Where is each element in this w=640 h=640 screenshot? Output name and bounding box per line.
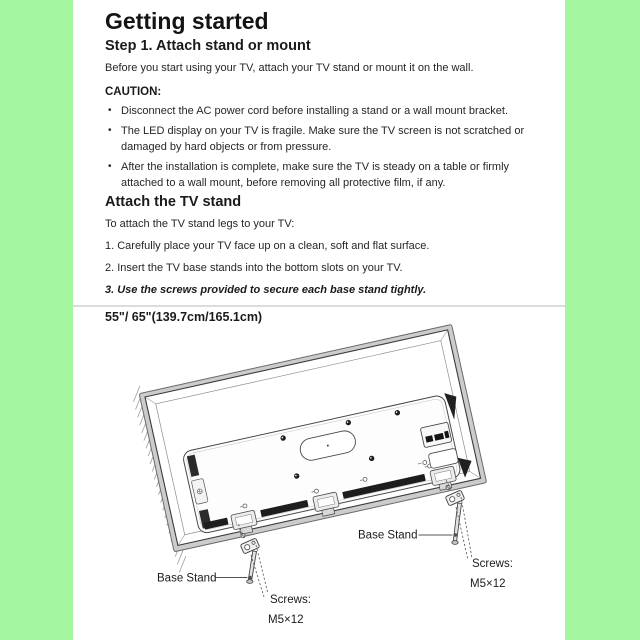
caution-item-text: The LED display on your TV is fragile. Make sure the TV screen is not scratched or damaged by hard objects or from pressure. — [121, 125, 525, 153]
section-intro: Before you start using your TV, attach your TV stand or mount it on the wall. — [105, 62, 474, 74]
screws-label-right-line2: M5×12 — [470, 578, 506, 590]
manual-page — [73, 0, 565, 640]
tv-back-view — [139, 324, 486, 551]
caution-item-text: After the installation is complete, make sure the TV is steady on a table or firmly attached to a wall mount, before removing all protective film, if any. — [121, 161, 510, 189]
screws-label-left-line1: Screws: — [270, 594, 311, 606]
section-heading-step1: Step 1. Attach stand or mount — [105, 38, 311, 54]
subsection-intro: To attach the TV stand legs to your TV: — [105, 218, 295, 230]
size-label: 55"/ 65"(139.7cm/165.1cm) — [105, 310, 263, 324]
base-stand-label-right: Base Stand — [358, 529, 418, 542]
step-2: 2. Insert the TV base stands into the bottom slots on your TV. — [105, 262, 403, 274]
base-stand-leader-left — [215, 576, 252, 580]
bullet-icon: • — [108, 125, 112, 136]
tv-stand-diagram — [75, 318, 565, 640]
bullet-icon: • — [108, 161, 112, 172]
caution-item-text: Disconnect the AC power cord before installing a stand or a wall mount bracket. — [121, 105, 509, 117]
screws-label-left-line2: M5×12 — [268, 614, 304, 626]
base-stand-leader-right — [419, 533, 458, 537]
caution-item-3 — [108, 159, 539, 191]
page-title: Getting started — [105, 8, 269, 34]
step-1: 1. Carefully place your TV face up on a clean, soft and flat surface. — [105, 240, 430, 252]
bullet-icon: • — [108, 105, 112, 116]
section-divider — [73, 305, 565, 307]
subsection-heading-attach-stand: Attach the TV stand — [105, 194, 242, 210]
caution-item-2 — [108, 123, 539, 155]
step-3: 3. Use the screws provided to secure each base stand tightly. — [105, 284, 427, 296]
screws-label-right-line1: Screws: — [472, 558, 513, 570]
caution-item-1 — [108, 103, 539, 119]
base-stand-label-left: Base Stand — [157, 572, 217, 585]
caution-label: CAUTION: — [105, 86, 162, 98]
